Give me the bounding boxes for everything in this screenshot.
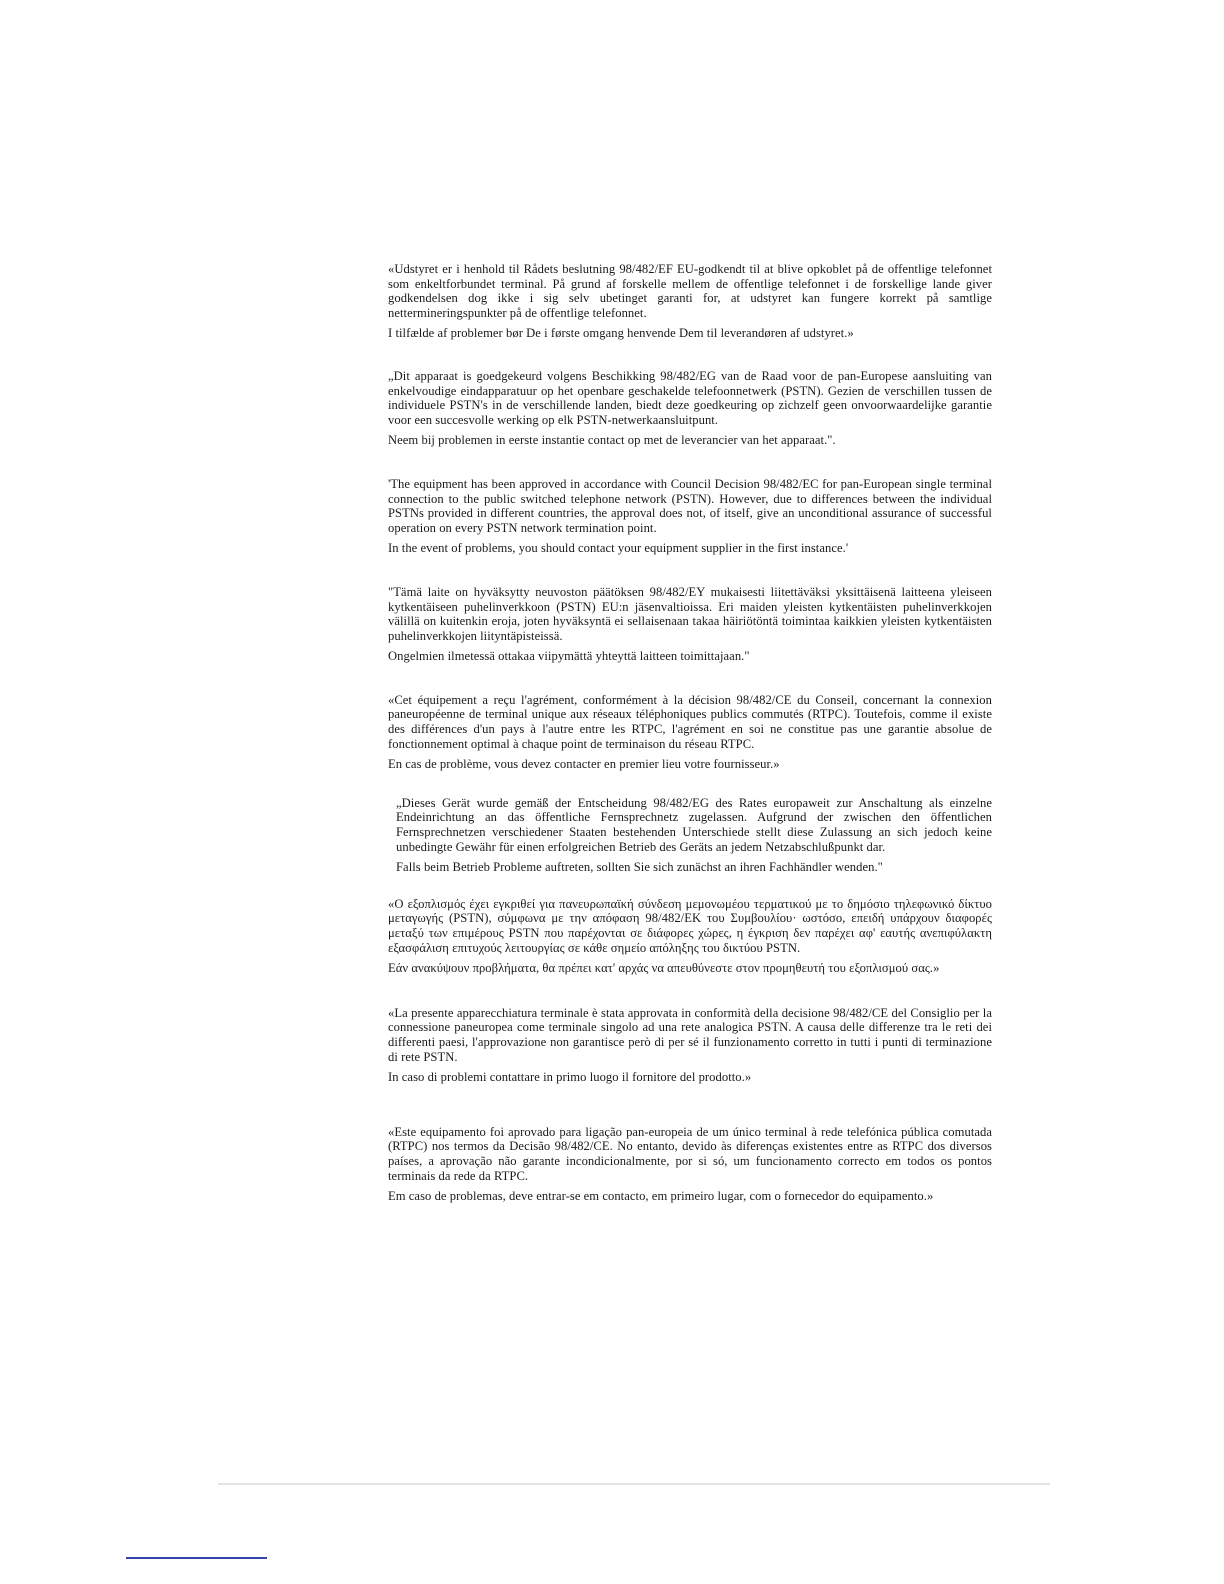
statement-portuguese: [388, 1125, 992, 1204]
statement-paragraph: Em caso de problemas, deve entrar-se em contacto, em primeiro lugar, com o fornecedor do equipamento.»: [388, 1189, 934, 1204]
statement-greek: [388, 897, 992, 976]
statement-paragraph: „Dit apparaat is goedgekeurd volgens Beschikking 98/482/EG van de Raad voor de pan-Europese aansluiting van enkelvoudige eindapparatuur op het openbare geschakelde telefoonnetwerk (PSTN). Gezien de verschillen tussen de individuele PSTN's in de verschillende landen, biedt deze goedkeuring op zichzelf geen onvoorwaardelijke garantie voor een succesvolle werking op elk PSTN-netwerkaansluitpunt.: [388, 368, 992, 427]
statement-finnish: [388, 585, 992, 664]
statement-paragraph: «Udstyret er i henhold til Rådets beslutning 98/482/EF EU-godkendt til at blive opkoblet på de offentlige telefonnet som enkeltforbundet terminal. På grund af forskelle mellem de offentlige telefonnet i de forskellige lande giver godkendelsen dog ikke i sig selv ubetinget garanti for, at udstyret kan fungere korrekt på samtlige nettermineringspunkter på de offentlige telefonnet.: [388, 262, 992, 320]
statement-dutch: [388, 369, 992, 448]
statement-paragraph: «Ο εξοπλισμός έχει εγκριθεί για πανευρωπαϊκή σύνδεση μεμονωμέου τερματικού με το δημόσιο τηλεφωνικό δίκτυο μεταγωγής (PSTN), σύμφωνα με την απόφαση 98/482/ΕΚ του Συμβουλίου· ωστόσο, επειδή υπάρχουν διαφορές μεταξύ των επιμέρους PSTN που παρέχονται σε διάφορες χώρες, η έγκριση δεν παρέχει αφ' εαυτής ανεπιφύλακτη εξασφάλιση επιτυχούς λειτουργίας σε κάθε σημείο απόληξης του δικτύου PSTN.: [388, 896, 992, 955]
statement-paragraph: «Cet équipement a reçu l'agrément, conformément à la décision 98/482/CE du Conseil, concernant la connexion paneuropéenne de terminal unique aux réseaux téléphoniques publics commutés (RTPC). Toutefois, comme il existe des différences d'un pays à l'autre entre les RTPC, l'agrément en soi ne constitue pas une garantie absolue de fonctionnement optimal à chaque point de terminaison du réseau RTPC.: [388, 692, 992, 751]
statement-paragraph: Neem bij problemen in eerste instantie contact op met de leverancier van het apparaat.".: [388, 433, 836, 448]
statement-paragraph: 'The equipment has been approved in accordance with Council Decision 98/482/EC for pan-European single terminal connection to the public switched telephone network (PSTN). However, due to differences between the individual PSTNs provided in different countries, the approval does not, of itself, give an unconditional assurance of successful operation on every PSTN network termination point.: [388, 476, 992, 535]
statement-italian: [388, 1006, 992, 1085]
statement-paragraph: Εάν ανακύψουν προβλήματα, θα πρέπει κατ' αρχάς να απευθύνεστε στον προμηθευτή του εξοπλισμού σας.»: [388, 961, 940, 976]
statement-paragraph: In the event of problems, you should contact your equipment supplier in the first instance.': [388, 541, 849, 556]
statement-paragraph: In caso di problemi contattare in primo luogo il fornitore del prodotto.»: [388, 1070, 752, 1085]
bottom-accent-line: [126, 1557, 267, 1559]
statement-german: [388, 796, 992, 875]
statement-english: [388, 477, 992, 556]
statement-french: [388, 693, 992, 772]
statement-paragraph: Falls beim Betrieb Probleme auftreten, sollten Sie sich zunächst an ihren Fachhändler wenden.": [396, 860, 883, 875]
document-body: [388, 262, 992, 1204]
statement-danish: [388, 262, 992, 341]
statement-paragraph: „Dieses Gerät wurde gemäß der Entscheidung 98/482/EG des Rates europaweit zur Anschaltung als einzelne Endeinrichtung an das öffentliche Fernsprechnetz zugelassen. Aufgrund der zwischen den öffentlichen Fernsprechnetzen verschiedener Staaten bestehenden Unterschiede stellt diese Zulassung an sich jedoch keine unbedingte Gewähr für einen erfolgreichen Betrieb des Geräts an jedem Netzabschlußpunkt dar.: [396, 795, 992, 854]
statement-paragraph: "Tämä laite on hyväksytty neuvoston päätöksen 98/482/EY mukaisesti liitettäväksi yksittäisenä laitteena yleiseen kytkentäiseen puhelinverkkoon (PSTN) EU:n jäsenvaltioissa. Eri maiden yleisten kytkentäisten puhelinverkkojen välillä on kuitenkin eroja, joten hyväksyntä ei sellaisenaan takaa häiriötöntä toimintaa kaikkien yleisten kytkentäisten puhelinverkkojen liityntäpisteissä.: [388, 584, 992, 643]
statement-paragraph: En cas de problème, vous devez contacter en premier lieu votre fournisseur.»: [388, 757, 780, 772]
statement-paragraph: Ongelmien ilmetessä ottakaa viipymättä yhteyttä laitteen toimittajaan.": [388, 649, 750, 664]
statement-paragraph: «La presente apparecchiatura terminale è stata approvata in conformità della decisione 98/482/CE del Consiglio per la connessione paneuropea come terminale singolo ad una rete analogica PSTN. A causa delle differenze tra le reti dei differenti paesi, l'approvazione non garantisce però di per sé il funzionamento corretto in tutti i punti di terminazione di rete PSTN.: [388, 1005, 992, 1064]
footer-divider: [218, 1483, 1050, 1485]
statement-paragraph: I tilfælde af problemer bør De i første omgang henvende Dem til leverandøren af udstyret.»: [388, 326, 854, 341]
statement-paragraph: «Este equipamento foi aprovado para ligação pan-europeia de um único terminal à rede telefónica pública comutada (RTPC) nos termos da Decisão 98/482/CE. No entanto, devido às diferenças existentes entre as RTPC dos diversos países, a aprovação não garante incondicionalmente, por si só, um funcionamento correcto em todos os pontos terminais da rede da RTPC.: [388, 1124, 992, 1183]
